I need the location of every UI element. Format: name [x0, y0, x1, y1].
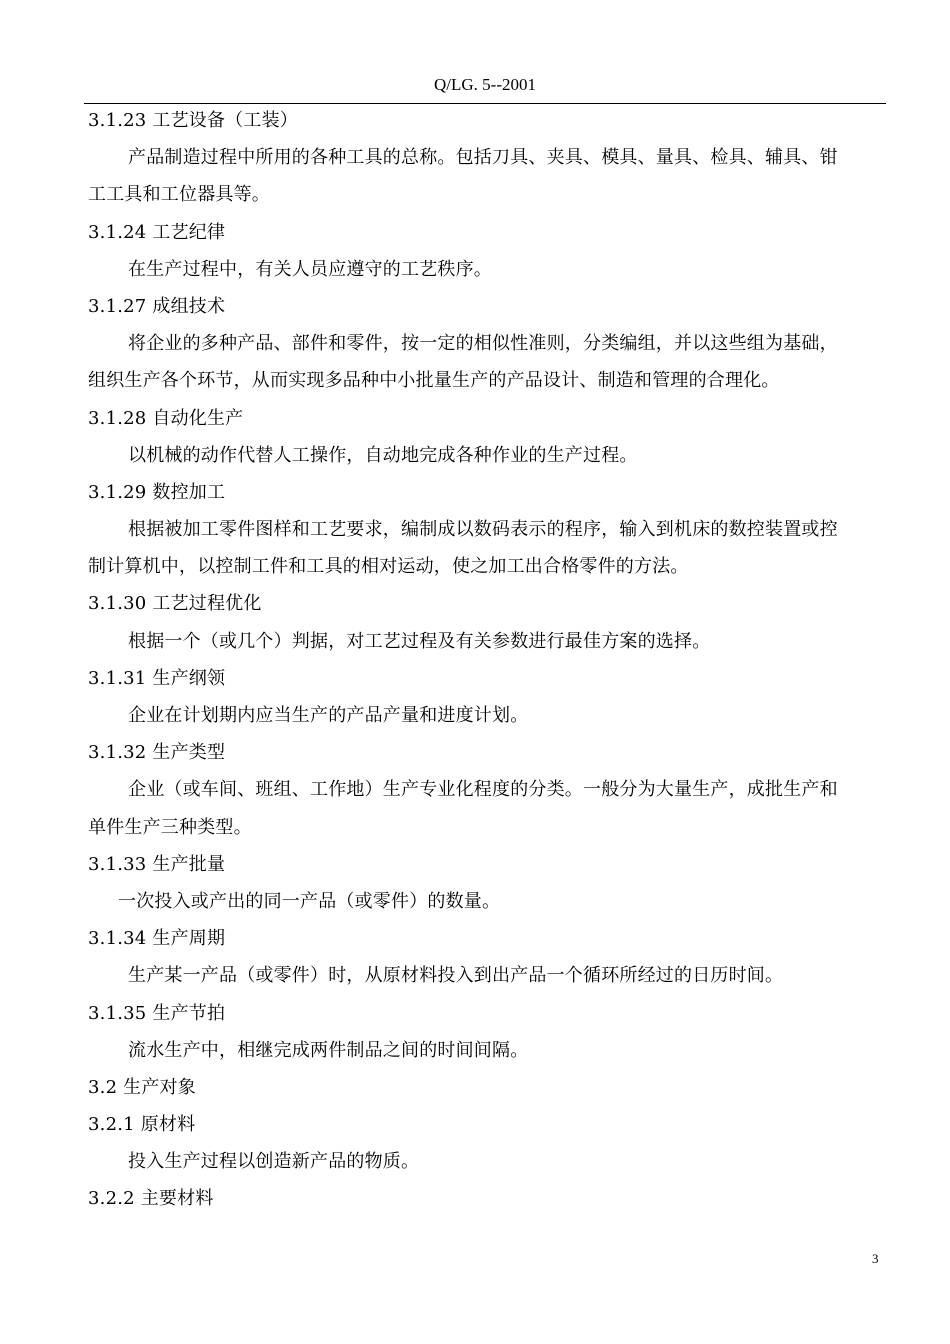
section-heading: 3.2.1 原材料: [88, 1114, 196, 1136]
paragraph-line: 组织生产各个环节，从而实现多品种中小批量生产的产品设计、制造和管理的合理化。: [88, 370, 780, 392]
paragraph-line: 产品制造过程中所用的各种工具的总称。包括刀具、夹具、模具、量具、检具、辅具、钳: [128, 147, 838, 169]
paragraph-line: 生产某一产品（或零件）时，从原材料投入到出产品一个循环所经过的日历时间。: [128, 965, 784, 987]
section-heading: 3.1.27 成组技术: [88, 295, 226, 317]
paragraph-line: 在生产过程中，有关人员应遵守的工艺秩序。: [128, 258, 492, 280]
section-heading: 3.1.24 工艺纪律: [88, 221, 226, 243]
paragraph-line: 单件生产三种类型。: [88, 816, 252, 838]
section-heading: 3.2.2 主要材料: [88, 1188, 214, 1210]
section-heading: 3.1.33 生产批量: [88, 853, 226, 875]
section-heading: 3.1.29 数控加工: [88, 481, 226, 503]
section-heading: 3.2 生产对象: [88, 1076, 196, 1098]
paragraph-line: 一次投入或产出的同一产品（或零件）的数量。: [118, 890, 501, 912]
section-heading: 3.1.23 工艺设备（工装）: [88, 110, 298, 131]
paragraph-line: 将企业的多种产品、部件和零件，按一定的相似性准则，分类编组，并以这些组为基础，: [128, 333, 838, 355]
paragraph-line: 以机械的动作代替人工操作，自动地完成各种作业的生产过程。: [128, 444, 638, 466]
document-body: [88, 102, 888, 1218]
section-heading: 3.1.28 自动化生产: [88, 407, 244, 429]
section-heading: 3.1.35 生产节拍: [88, 1002, 226, 1024]
section-heading: 3.1.31 生产纲领: [88, 667, 226, 689]
document-code-header: Q/LG. 5--2001: [434, 75, 536, 94]
paragraph-line: 企业在计划期内应当生产的产品产量和进度计划。: [128, 705, 529, 726]
section-heading: 3.1.32 生产类型: [88, 742, 226, 764]
page-number: 3: [872, 1251, 879, 1266]
section-heading: 3.1.34 生产周期: [88, 928, 226, 950]
section-heading: 3.1.30 工艺过程优化: [88, 593, 262, 615]
paragraph-line: 制计算机中，以控制工件和工具的相对运动，使之加工出合格零件的方法。: [88, 556, 689, 578]
paragraph-line: 根据被加工零件图样和工艺要求，编制成以数码表示的程序，输入到机床的数控装置或控: [128, 519, 838, 541]
paragraph-line: 投入生产过程以创造新产品的物质。: [128, 1151, 420, 1173]
paragraph-line: 企业（或车间、班组、工作地）生产专业化程度的分类。一般分为大量生产，成批生产和: [128, 779, 838, 801]
paragraph-line: 工工具和工位器具等。: [88, 184, 270, 206]
paragraph-line: 根据一个（或几个）判据，对工艺过程及有关参数进行最佳方案的选择。: [128, 630, 711, 652]
paragraph-line: 流水生产中，相继完成两件制品之间的时间间隔。: [128, 1039, 529, 1061]
